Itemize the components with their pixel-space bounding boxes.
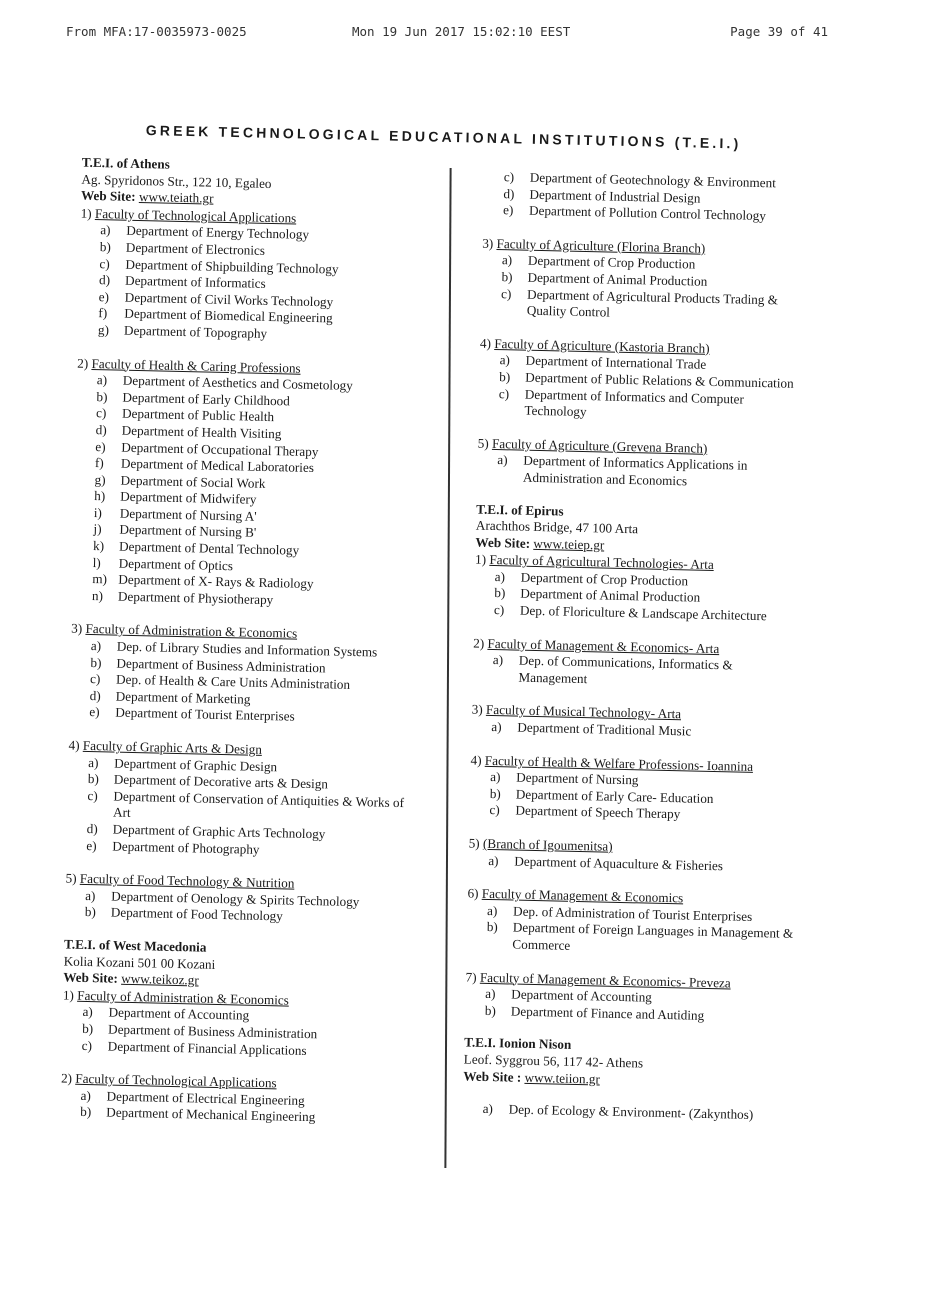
department-name: Department of Electronics: [125, 239, 266, 258]
department-name: Dep. of Ecology & Environment- (Zakynthos): [508, 1101, 754, 1123]
department-name: Department of Health Visiting: [121, 422, 282, 442]
left-column: [30, 154, 422, 1128]
department-name: Department of Tourist Enterprises: [115, 704, 295, 725]
web-url[interactable]: www.teiep.gr: [533, 535, 605, 553]
department-letter: h): [94, 488, 106, 504]
department-letter: i): [93, 504, 103, 521]
faculty-number: 4): [470, 752, 482, 768]
department-name: Department of X- Rays & Radiology: [118, 571, 314, 592]
department-letter: b): [90, 654, 102, 670]
department-name: Department of Graphic Arts Technology: [112, 821, 326, 842]
faculty-number: 4): [479, 335, 492, 351]
faculty-name: Faculty of Food Technology & Nutrition: [79, 870, 295, 891]
department-name: Dep. of Communications, Informatics & Management: [518, 652, 733, 686]
department-name: Department of Marketing: [115, 688, 251, 707]
department-name: Department of Traditional Music: [517, 719, 692, 739]
department-letter: b): [499, 369, 511, 385]
department-letter: a): [501, 252, 513, 268]
faculty-name: Faculty of Administration & Economics: [85, 621, 298, 642]
department-letter: e): [98, 288, 110, 305]
department-list: [453, 168, 814, 226]
department-letter: a): [80, 1087, 92, 1103]
faculty-name: Faculty of Agriculture (Kastoria Branch): [494, 335, 710, 356]
faculty: [447, 435, 808, 493]
department-letter: a): [492, 652, 504, 668]
faculty-number: 3): [471, 701, 483, 718]
department-letter: d): [89, 687, 101, 704]
faculty-name: Faculty of Agriculture (Grevena Branch): [491, 435, 708, 456]
faculty-name: Faculty of Management & Economics- Preveza: [479, 969, 731, 991]
department-name: Department of Optics: [118, 555, 234, 573]
department-name: Department of Electrical Engineering: [106, 1088, 305, 1108]
department-name: Department of Early Childhood: [122, 389, 291, 409]
department-list: [30, 1086, 401, 1128]
faculty-number: 3): [71, 620, 83, 637]
faculty: [39, 620, 411, 728]
institution-west-macedonia: [30, 936, 404, 1128]
department-name: Department of Nursing B': [119, 522, 257, 541]
department-letter: d): [95, 421, 107, 438]
department-name: Department of Speech Therapy: [515, 802, 681, 822]
faculty: [48, 205, 421, 346]
department-letter: e): [89, 704, 100, 720]
department-name: Department of Accounting: [108, 1004, 250, 1024]
department-name: Department of Decorative arts & Design: [113, 771, 329, 792]
department-name: Department of Physiotherapy: [117, 588, 274, 607]
web-label: Web Site:: [80, 187, 136, 205]
department-letter: b): [494, 585, 506, 601]
department-name: Department of Industrial Design: [529, 186, 701, 206]
department-letter: l): [92, 554, 101, 570]
department-name: Department of Dental Technology: [118, 538, 300, 558]
faculty-list: [435, 551, 806, 1026]
department-letter: b): [489, 785, 501, 802]
department-name: Department of Geotechnology & Environment: [529, 169, 777, 191]
faculty-name: Faculty of Management & Economics: [481, 886, 684, 906]
department-letter: b): [99, 239, 112, 255]
department-name: Dep. of Floriculture & Landscape Architecture: [519, 602, 767, 624]
department-name: Department of Nursing: [516, 769, 639, 788]
department-letter: a): [485, 986, 496, 1002]
fax-page-number: Page 39 of 41: [730, 24, 828, 39]
department-name: Department of Agricultural Products Trading & Quality Control: [526, 286, 779, 320]
faculty-name: Faculty of Administration & Economics: [77, 987, 290, 1008]
institution-epirus: [435, 500, 807, 1026]
department-letter: g): [94, 471, 106, 487]
document-title: GREEK TECHNOLOGICAL EDUCATIONAL INSTITUTIONS (T.E.I.): [145, 122, 742, 152]
department-letter: a): [491, 719, 502, 735]
department-name: Department of Topography: [123, 322, 268, 341]
department-name: Dep. of Administration of Tourist Enterprises: [512, 903, 753, 924]
institution-ionion: [432, 1034, 794, 1125]
faculty: [36, 737, 409, 862]
department-name: Department of Biomedical Engineering: [124, 306, 333, 326]
department-letter: c): [503, 169, 515, 185]
faculty: [42, 354, 418, 611]
faculty-number: 5): [468, 835, 480, 851]
faculty-number: 1): [62, 987, 75, 1003]
web-label: Web Site :: [463, 1067, 522, 1085]
faculty: [32, 987, 403, 1062]
fax-from: From MFA:17-0035973-0025: [66, 24, 247, 39]
department-letter: b): [80, 1104, 92, 1120]
faculty: [442, 635, 803, 693]
faculty-number: 2): [77, 355, 89, 371]
institution-address: Arachthos Bridge, 47 100 Arta: [475, 517, 639, 537]
department-letter: a): [82, 1004, 93, 1020]
faculty-number: 5): [477, 435, 489, 451]
department-list: [39, 637, 411, 728]
department-name: Department of Energy Technology: [126, 223, 310, 243]
faculty-name: (Branch of Igoumenitsa): [482, 835, 613, 854]
faculty-name: Faculty of Musical Technology- Arta: [485, 702, 682, 722]
fax-header: [66, 24, 828, 42]
department-name: Dep. of Health & Care Units Administration: [115, 671, 351, 693]
department-letter: a): [490, 769, 501, 785]
faculty-name: Faculty of Technological Applications: [75, 1070, 277, 1091]
faculty: [451, 235, 813, 326]
department-letter: a): [497, 452, 508, 468]
department-name: Department of Pollution Control Technology: [528, 202, 767, 224]
department-name: Department of Nursing A': [119, 505, 257, 524]
department-letter: k): [92, 538, 105, 554]
department-name: Department of Graphic Design: [114, 755, 278, 774]
department-name: Department of Aesthetics and Cosmetology: [122, 372, 354, 394]
faculty-list: [35, 205, 421, 928]
institution-address: Kolia Kozani 501 00 Kozani: [63, 953, 216, 972]
department-letter: c): [89, 671, 101, 687]
department-name: Department of International Trade: [525, 353, 707, 373]
institution-address: Leof. Syggrou 56, 117 42- Athens: [463, 1051, 644, 1071]
department-letter: a): [90, 638, 102, 654]
department-letter: j): [93, 521, 102, 537]
department-name: Department of Food Technology: [110, 904, 284, 924]
faculty: [444, 551, 805, 626]
department-letter: c): [99, 255, 110, 271]
department-list: [444, 568, 805, 626]
web-url[interactable]: www.teikoz.gr: [121, 970, 199, 988]
department-list: [436, 902, 797, 960]
department-letter: b): [484, 1002, 497, 1018]
department-name: Department of Oenology & Spirits Technology: [111, 888, 360, 909]
department-letter: c): [493, 602, 505, 618]
right-column: [432, 168, 813, 1125]
faculty-name: Faculty of Management & Economics- Arta: [487, 635, 720, 656]
faculty-number: 3): [482, 235, 494, 251]
department-letter: a): [494, 568, 506, 585]
department-letter: d): [86, 820, 98, 837]
department-name: Department of Business Administration: [107, 1021, 318, 1042]
web-label: Web Site:: [475, 534, 531, 551]
department-name: Department of Foreign Languages in Management & Commerce: [512, 919, 794, 953]
department-letter: d): [98, 272, 111, 288]
web-label: Web Site:: [63, 969, 119, 986]
faculty: [439, 751, 800, 826]
department-letter: f): [94, 455, 104, 471]
department-name: Department of Animal Production: [520, 586, 701, 606]
department-letter: c): [87, 787, 98, 803]
faculty: [35, 870, 406, 928]
department-name: Department of Civil Works Technology: [124, 289, 334, 310]
faculty-list: [447, 235, 813, 493]
faculty-name: Faculty of Technological Applications: [94, 205, 297, 226]
institution-athens: [35, 154, 422, 928]
department-letter: a): [100, 222, 111, 238]
department-letter: e): [95, 438, 106, 454]
department-letter: a): [499, 352, 511, 368]
faculty-number: 5): [65, 870, 77, 886]
faculty: [448, 335, 810, 426]
department-letter: b): [486, 919, 498, 935]
department-letter: b): [84, 904, 96, 920]
department-letter: b): [501, 269, 513, 285]
fax-date: Mon 19 Jun 2017 15:02:10 EEST: [352, 24, 571, 39]
faculty-number: 7): [465, 969, 477, 985]
institution-name: T.E.I. Ionion Nison: [463, 1034, 572, 1053]
department-name: Department of Occupational Therapy: [121, 439, 319, 459]
department-list: [439, 768, 800, 826]
department-name: Department of Aquaculture & Fisheries: [514, 853, 724, 873]
department-letter: b): [87, 771, 100, 787]
faculty-name: Faculty of Health & Welfare Professions- Ioannina: [484, 752, 754, 774]
department-name: Department of Business Administration: [116, 655, 326, 675]
department-name: Department of Financial Applications: [107, 1037, 307, 1058]
faculty-name: Faculty of Agriculture (Florina Branch): [496, 235, 706, 256]
faculty-number: 1): [80, 205, 92, 221]
faculty-number: 2): [60, 1070, 73, 1086]
department-name: Department of Public Health: [121, 405, 275, 425]
faculty-number: 2): [473, 635, 485, 651]
department-name: Department of Social Work: [120, 472, 266, 491]
faculty: [435, 968, 796, 1026]
department-letter: c): [498, 385, 510, 401]
department-list: [48, 221, 421, 346]
department-name: Department of Informatics and Computer Technology: [524, 386, 745, 420]
faculty-name: Faculty of Graphic Arts & Design: [82, 737, 263, 757]
department-name: Department of Early Care- Education: [515, 786, 714, 806]
department-letter: c): [81, 1037, 93, 1053]
department-list: [448, 351, 809, 426]
department-name: Department of Photography: [112, 838, 260, 857]
department-letter: a): [96, 372, 108, 388]
department-name: Dep. of Library Studies and Information Systems: [116, 638, 378, 660]
department-list: [451, 251, 812, 326]
department-name: Department of Accounting: [511, 986, 653, 1005]
institution-name: T.E.I. of Epirus: [476, 501, 564, 519]
department-letter: m): [92, 571, 108, 587]
department-letter: e): [86, 837, 97, 853]
department-list: [42, 371, 417, 612]
faculty-name: Faculty of Agricultural Technologies- Arta: [489, 552, 714, 573]
department-letter: c): [95, 405, 107, 421]
faculty: [436, 885, 797, 960]
department-letter: a): [488, 852, 499, 868]
department-list: [32, 1003, 403, 1061]
department-name: Department of Animal Production: [527, 269, 708, 289]
department-name: Department of Mechanical Engineering: [106, 1104, 316, 1125]
faculty-number: 6): [467, 885, 479, 901]
department-letter: a): [85, 887, 96, 903]
department-letter: a): [486, 902, 498, 918]
faculty-list: [30, 987, 403, 1129]
department-letter: f): [98, 305, 108, 321]
department-name: Department of Informatics: [124, 272, 266, 292]
institution-address: Ag. Spyridonos Str., 122 10, Egaleo: [81, 171, 272, 191]
department-name: Department of Crop Production: [527, 253, 696, 272]
department-letter: c): [501, 285, 512, 301]
department-letter: b): [96, 388, 108, 405]
department-letter: b): [82, 1020, 94, 1037]
faculty-number: 4): [68, 737, 80, 753]
department-letter: g): [97, 322, 110, 338]
faculty-name: Faculty of Health & Caring Professions: [91, 355, 301, 376]
department-letter: a): [482, 1101, 494, 1117]
department-letter: e): [502, 202, 514, 218]
institution-name: T.E.I. of Athens: [81, 154, 171, 172]
department-letter: a): [88, 754, 99, 770]
department-name: Department of Conservation of Antiquities & Works of Art: [112, 788, 405, 821]
department-name: Department of Midwifery: [120, 488, 257, 508]
department-letter: c): [489, 802, 500, 818]
department-letter: n): [91, 587, 104, 604]
department-letter: d): [503, 185, 515, 201]
department-name: Department of Finance and Autiding: [510, 1003, 705, 1023]
institution-name: T.E.I. of West Macedonia: [63, 936, 207, 955]
web-url[interactable]: www.teiath.gr: [138, 189, 214, 206]
web-url[interactable]: www.teiion.gr: [524, 1069, 601, 1087]
faculty-number: 1): [474, 551, 487, 568]
department-name: Department of Shipbuilding Technology: [125, 256, 339, 277]
department-name: Department of Crop Production: [520, 569, 689, 589]
department-name: Department of Medical Laboratories: [120, 455, 315, 476]
department-name: Department of Public Relations & Communication: [525, 369, 794, 391]
department-list: [36, 753, 408, 861]
faculty: [30, 1070, 401, 1128]
department-name: Department of Informatics Applications in Administration and Economics: [522, 452, 748, 489]
